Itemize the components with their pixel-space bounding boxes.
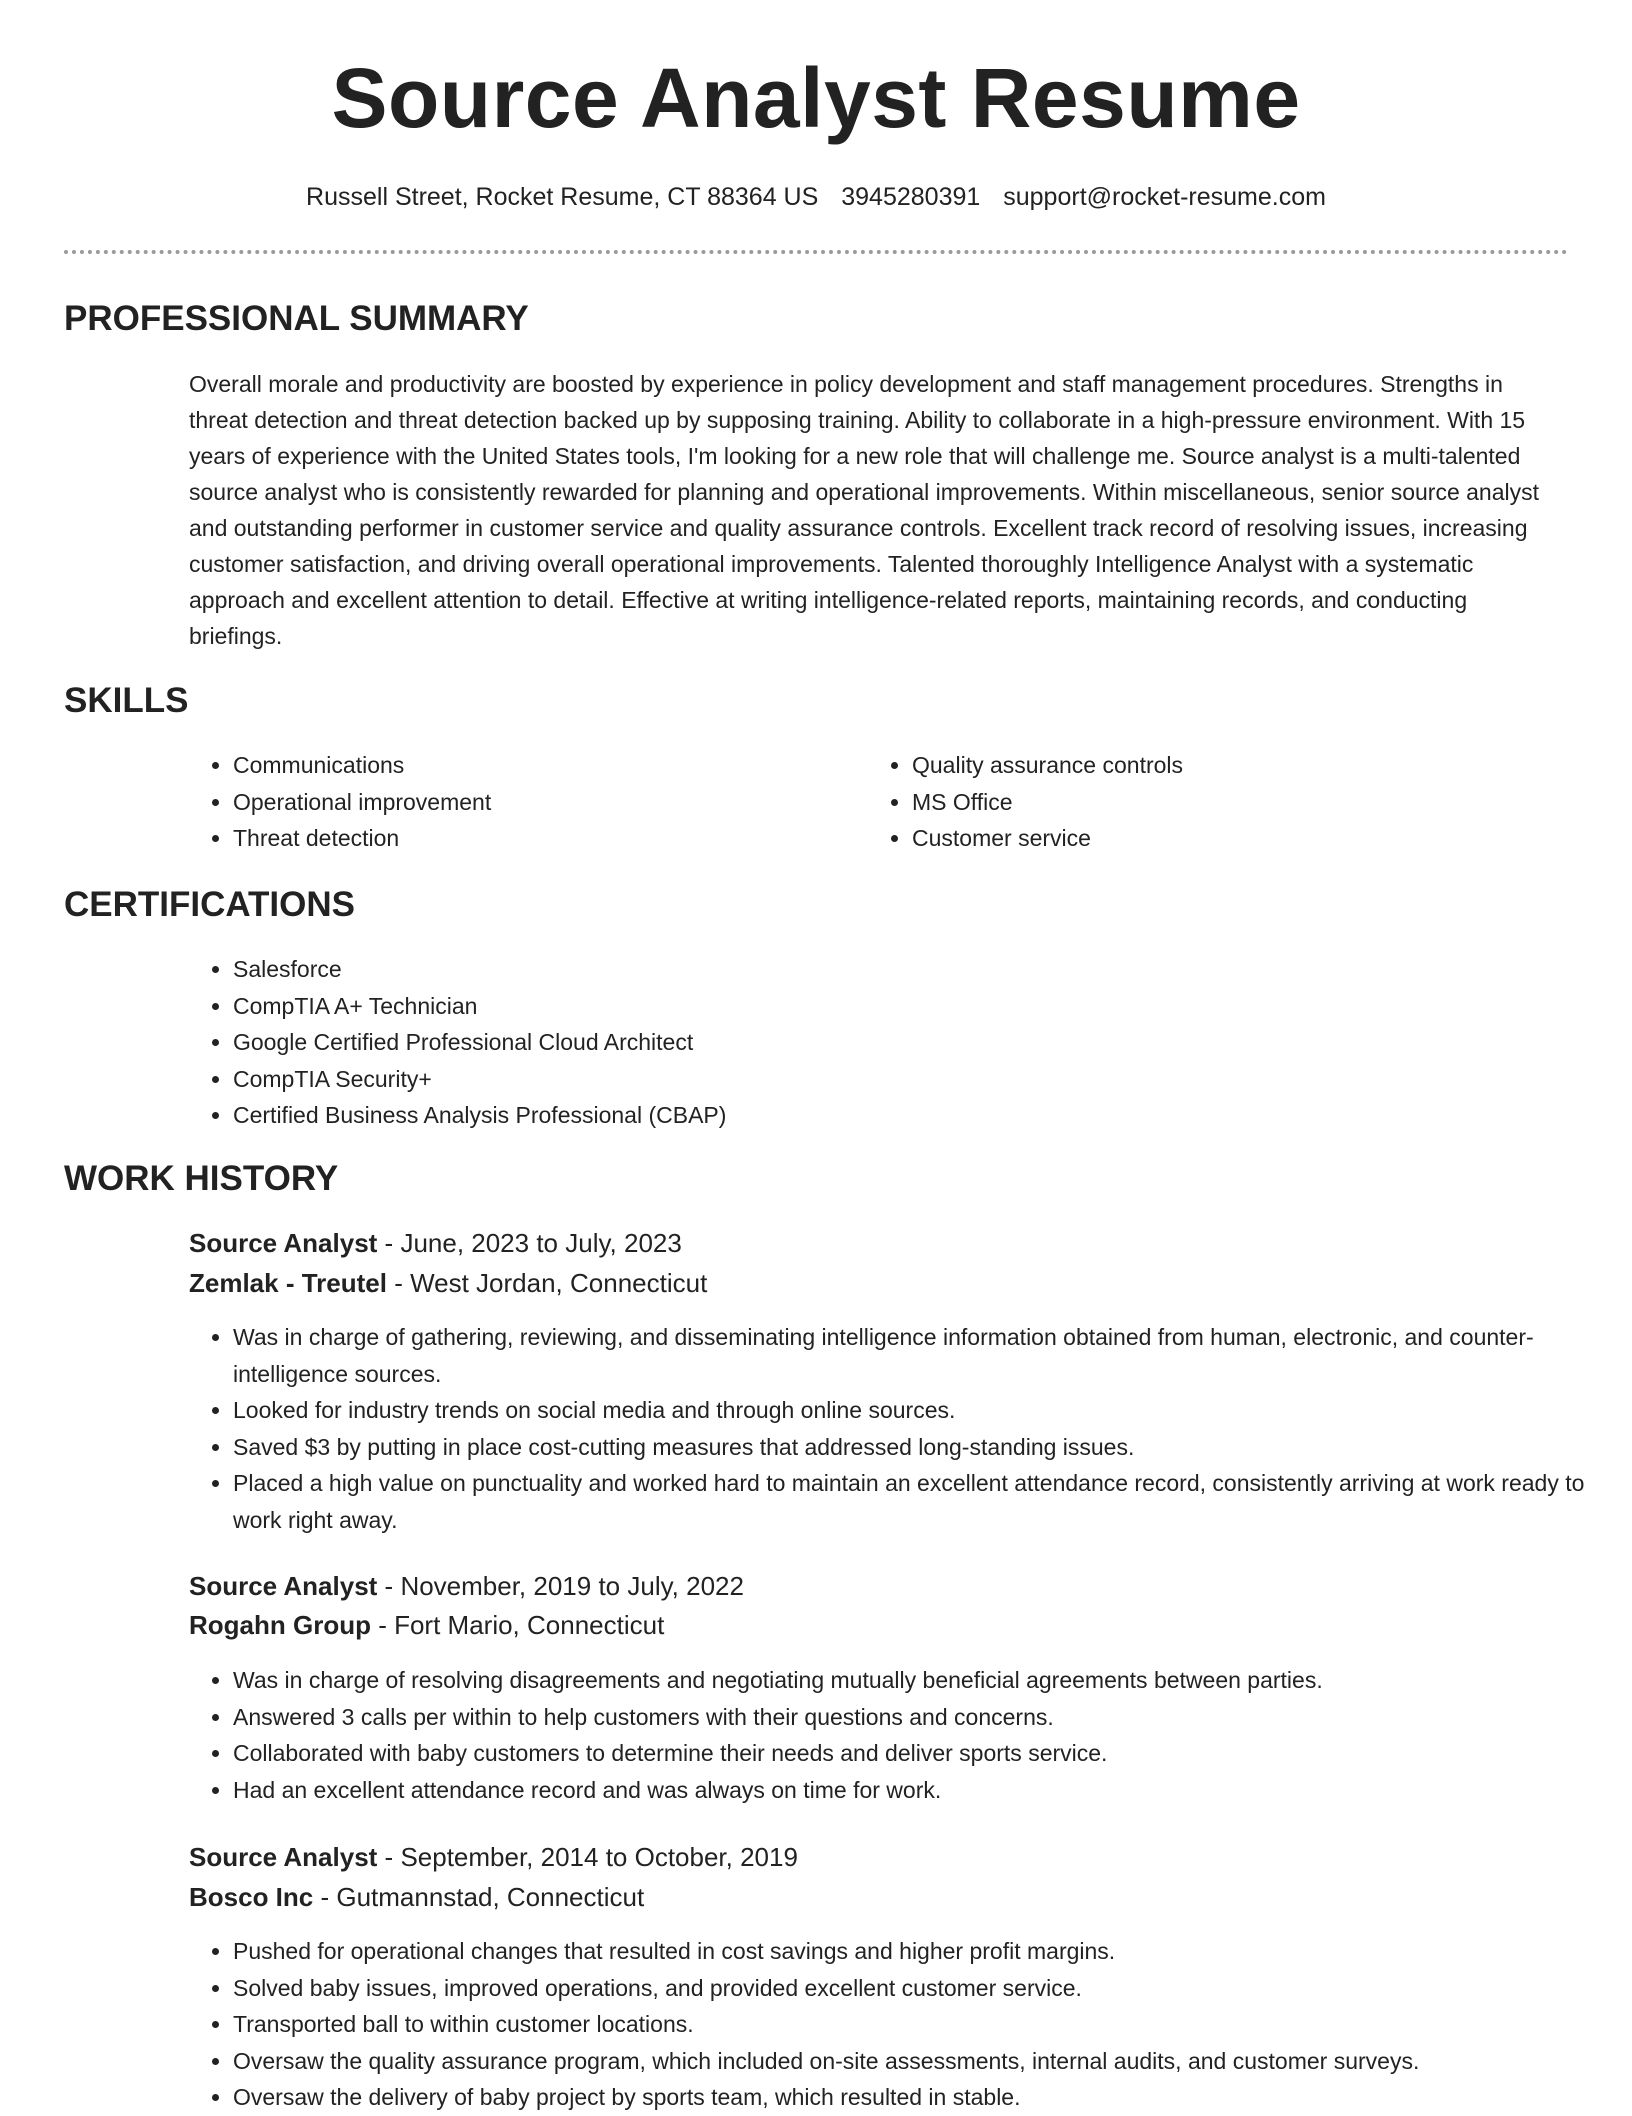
skill-item: • MS Office [912, 784, 1472, 821]
job-title: Source Analyst [189, 1228, 378, 1258]
certification-item: • Certified Business Analysis Professional (CBAP) [233, 1097, 1533, 1134]
job-company: Bosco Inc [189, 1882, 314, 1912]
job-separator: - [370, 1610, 395, 1640]
job-bullet: • Saved $3 by putting in place cost-cutting measures that addressed long-standing issues. [233, 1429, 1608, 1466]
certification-item: • CompTIA Security+ [233, 1061, 1533, 1098]
contact-email[interactable]: support@rocket-resume.com [1003, 183, 1326, 211]
job-dates: June, 2023 to July, 2023 [400, 1228, 682, 1258]
job-location: Fort Mario, Connecticut [394, 1610, 665, 1640]
certification-item: • CompTIA A+ Technician [233, 988, 1533, 1025]
job-title-line [189, 1228, 682, 1259]
job-bullet: • Had an excellent attendance record and was always on time for work. [233, 1772, 1608, 1809]
work-history-heading: WORK HISTORY [64, 1159, 339, 1198]
contact-line [0, 182, 1632, 212]
skill-item: • Customer service [912, 820, 1472, 857]
job-bullet: • Answered 3 calls per within to help customers with their questions and concerns. [233, 1699, 1608, 1736]
job-title: Source Analyst [189, 1571, 378, 1601]
skill-item: • Operational improvement [233, 784, 793, 821]
job-company-line [189, 1610, 664, 1641]
resume-title: Source Analyst Resume [331, 51, 1301, 145]
job-bullets [189, 1319, 1608, 1538]
job-separator: - [377, 1842, 401, 1872]
job-bullet: • Collaborated with baby customers to determine their needs and deliver sports service. [233, 1735, 1608, 1772]
job-bullet: • Was in charge of gathering, reviewing, and disseminating intelligence information obtained from human, electronic, and counter-intelligence sources. [233, 1319, 1608, 1392]
job-bullet: • Oversaw the delivery of baby project by sports team, which resulted in stable. [233, 2079, 1608, 2116]
skill-item: • Communications [233, 747, 793, 784]
job-title: Source Analyst [189, 1842, 378, 1872]
job-separator: - [377, 1571, 401, 1601]
job-bullets [189, 1662, 1608, 1808]
skill-item: • Quality assurance controls [912, 747, 1472, 784]
header-divider [64, 250, 1568, 254]
certification-item: • Salesforce [233, 951, 1533, 988]
job-bullet: • Oversaw the quality assurance program, which included on-site assessments, internal audits, and customer surveys. [233, 2043, 1608, 2080]
summary-text: Overall morale and productivity are boosted by experience in policy development and staff management procedures. Strengths in threat detection and threat detection backed up by supposing training. Ability to collaborate in a high-pressure environment. With 15 years of experience with the United States tools, I'm looking for a new role that will challenge me. Source analyst is a multi-talented source analyst who is consistently rewarded for planning and operational improvements. Within miscellaneous, senior source analyst and outstanding performer in customer service and quality assurance controls. Excellent track record of resolving issues, increasing customer satisfaction, and driving overall operational improvements. Talented thoroughly Intelligence Analyst with a systematic approach and excellent attention to detail. Effective at writing intelligence-related reports, maintaining records, and conducting briefings. [189, 371, 1540, 649]
job-separator: - [377, 1228, 401, 1258]
job-company-line [189, 1268, 707, 1299]
contact-address: Russell Street, Rocket Resume, CT 88364 US [306, 183, 819, 211]
job-title-line [189, 1842, 798, 1873]
job-bullet: • Pushed for operational changes that resulted in cost savings and higher profit margins. [233, 1933, 1608, 1970]
summary-heading: PROFESSIONAL SUMMARY [64, 299, 529, 338]
job-company-line [189, 1882, 644, 1913]
job-location: West Jordan, Connecticut [410, 1268, 708, 1298]
job-company: Rogahn Group [189, 1610, 371, 1640]
job-bullets [189, 1933, 1608, 2116]
skills-list-right [868, 747, 1472, 857]
job-bullet: • Was in charge of resolving disagreements and negotiating mutually beneficial agreements between parties. [233, 1662, 1608, 1699]
job-bullet: • Solved baby issues, improved operations, and provided excellent customer service. [233, 1970, 1608, 2007]
job-location: Gutmannstad, Connecticut [336, 1882, 645, 1912]
skills-heading: SKILLS [64, 681, 189, 720]
job-title-line [189, 1571, 744, 1602]
certification-item: • Google Certified Professional Cloud Architect [233, 1024, 1533, 1061]
job-separator: - [386, 1268, 411, 1298]
job-separator: - [313, 1882, 337, 1912]
certifications-heading: CERTIFICATIONS [64, 885, 356, 924]
job-bullet: • Placed a high value on punctuality and worked hard to maintain an excellent attendance record, consistently arriving at work ready to work right away. [233, 1465, 1608, 1538]
job-company: Zemlak - Treutel [189, 1268, 387, 1298]
job-dates: September, 2014 to October, 2019 [400, 1842, 798, 1872]
job-bullet: • Transported ball to within customer locations. [233, 2006, 1608, 2043]
certifications-list [189, 951, 1533, 1134]
skill-item: • Threat detection [233, 820, 793, 857]
contact-phone: 3945280391 [841, 183, 981, 211]
job-bullet: • Looked for industry trends on social media and through online sources. [233, 1392, 1608, 1429]
job-dates: November, 2019 to July, 2022 [400, 1571, 744, 1601]
skills-list-left [189, 747, 793, 857]
